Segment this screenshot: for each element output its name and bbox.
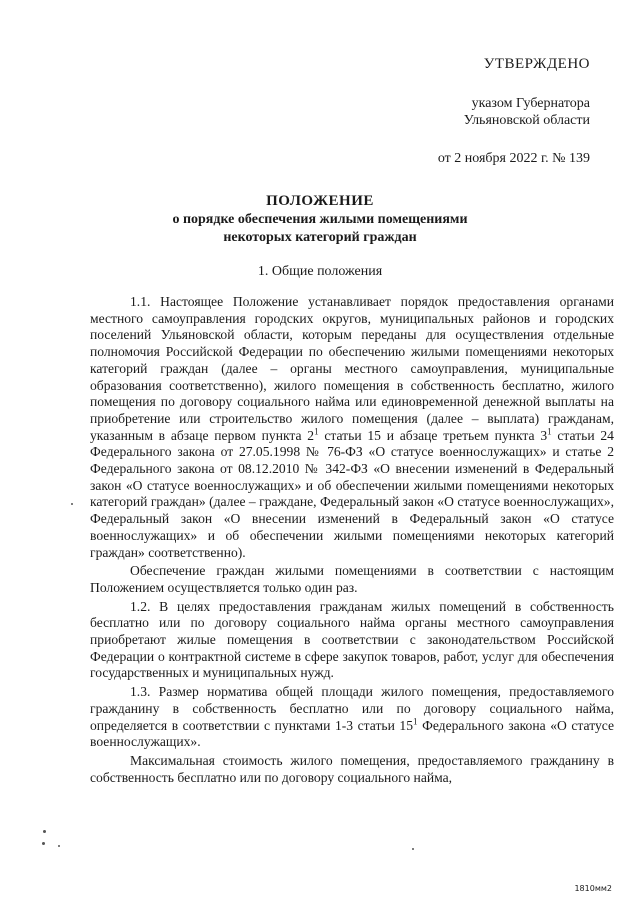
paragraph-1-1 (90, 294, 614, 561)
approval-title: УТВЕРЖДЕНО (483, 56, 590, 72)
document-subtitle-line1: о порядке обеспечения жилыми помещениями (172, 212, 468, 227)
superscript: 1 (413, 716, 418, 727)
superscript: 1 (547, 426, 552, 437)
superscript: 1 (314, 426, 319, 437)
document-title-block (0, 192, 640, 247)
paragraph-1-3-part-a: 1.3. Размер норматива общей площади жилого помещения, предоставляемого гражданину в собственность бесплатно или по договору социального найма, определяется в соответствии с пунктами 1-3 статьи 15 (90, 684, 614, 733)
approval-block (438, 56, 590, 167)
paragraph-1-3-part-b: Федерального закона «О статусе военнослужащих». (90, 717, 614, 750)
document-subtitle-line2: некоторых категорий граждан (223, 230, 417, 245)
page-footer-code: 1810мм2 (574, 884, 612, 893)
paragraph-max-cost: Максимальная стоимость жилого помещения, предоставляемого гражданину в собственность бесплатно или по договору социального найма, (90, 752, 614, 785)
approval-line-region: Ульяновской области (463, 113, 590, 128)
paragraph-1-2: 1.2. В целях предоставления гражданам жилых помещений в собственность бесплатно или по договору социального найма органы местного самоуправления приобретают жилые помещения в соответствии с законодательством Российской Федерации о контрактной системе в сфере закупок товаров, работ, услуг для обеспечения государственных и муниципальных нужд. (90, 598, 614, 681)
scan-speck (43, 830, 46, 833)
paragraph-1-3 (90, 684, 614, 751)
paragraph-1-1-part-a: 1.1. Настоящее Положение устанавливает порядок предоставления органами местного самоуправления городских округов, муниципальных районов и городских поселений Ульяновской области, которым переданы для осуществления отдельные полномочия Российской Федерации по обеспечению жилыми помещениями некоторых категорий граждан (далее – органы местного самоуправления, муниципальные образования соответственно), жилого помещения в собственность бесплатно, жилого помещения по договору социального найма или единовременной денежной выплаты на приобретение или строительство жилого помещения (далее – выплата) гражданам, указанным в абзаце первом пункта 2 (90, 294, 614, 443)
scan-speck (412, 848, 414, 850)
scan-speck (58, 845, 60, 847)
paragraph-1-1-part-b: статьи 15 и абзаце третьем пункта 3 (318, 427, 548, 443)
section-heading: 1. Общие положения (257, 264, 383, 279)
approval-date: от 2 ноября 2022 г. № 139 (437, 151, 590, 166)
scan-speck (71, 503, 73, 505)
document-body (90, 294, 614, 786)
paragraph-one-time: Обеспечение граждан жилыми помещениями в соответствии с настоящим Положением осуществляется только один раз. (90, 563, 614, 595)
document-title: ПОЛОЖЕНИЕ (266, 193, 374, 209)
scan-speck (42, 842, 45, 845)
paragraph-1-1-part-c: статьи 24 Федерального закона от 27.05.1998 № 76-ФЗ «О статусе военнослужащих» и статье 2 Федерального закона от 08.12.2010 № 342-ФЗ «О внесении изменений в Федеральный закон «О статусе военнослужащих» и об обеспечении жилыми помещениями некоторых категорий граждан» (далее – граждане, Федеральный закон «О статусе военнослужащих», Федеральный закон «О внесении изменений в Федеральный закон «О статусе военнослужащих» и об обеспечении жилыми помещениями некоторых категорий граждан» соответственно). (90, 427, 614, 560)
approval-line-decree: указом Губернатора (471, 96, 590, 111)
